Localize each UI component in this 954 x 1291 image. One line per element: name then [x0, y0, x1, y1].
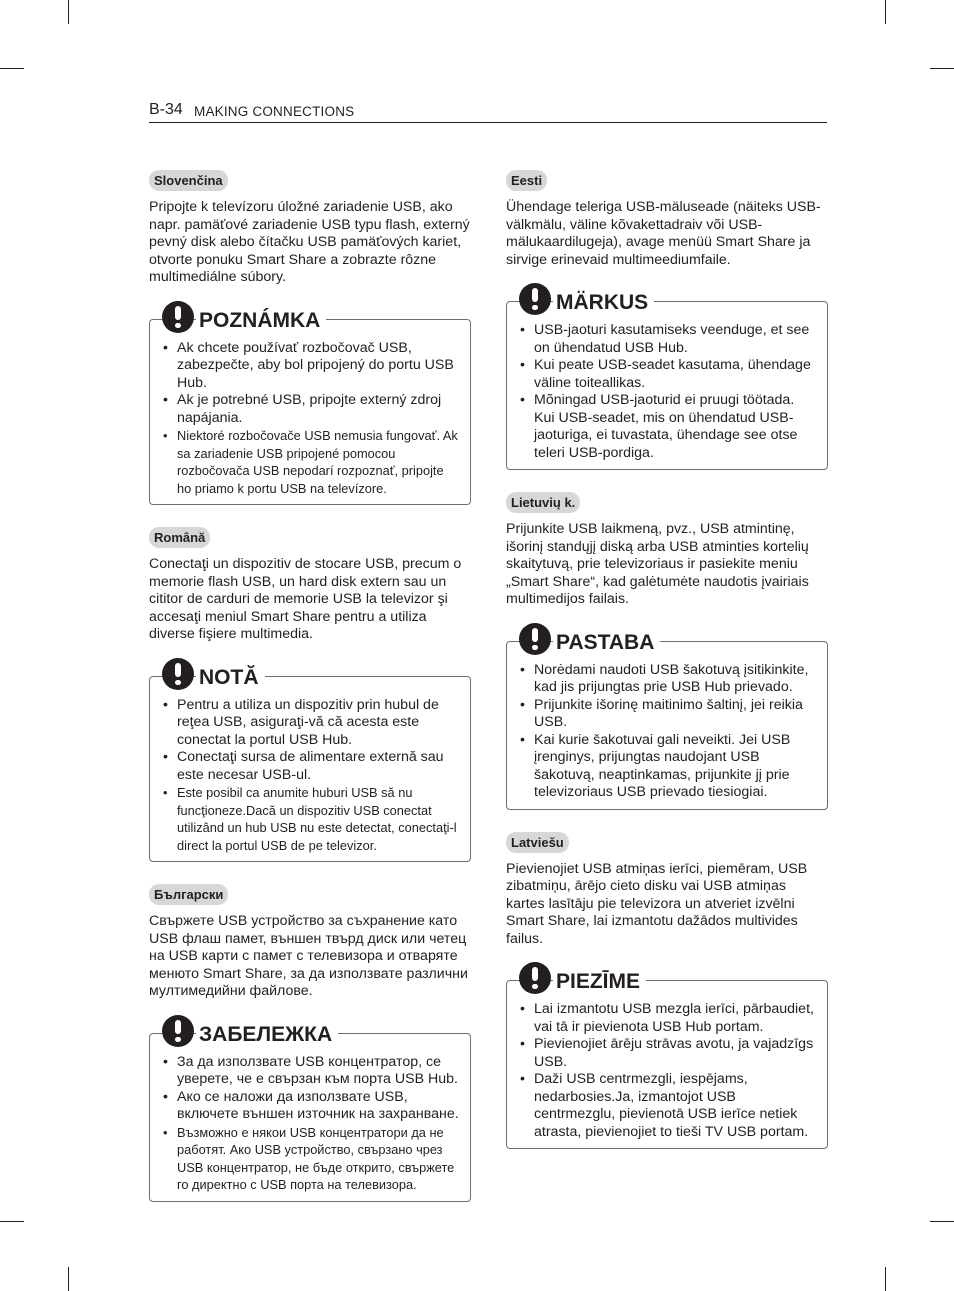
list-item: • Lai izmantotu USB mezgla ierīci, pārbaudiet, vai tā ir pievienota USB Hub portam. — [520, 1001, 817, 1036]
language-section-slovak — [149, 170, 471, 505]
list-item: • Niektoré rozbočovače USB nemusia fungovať. Ak sa zariadenie USB pripojené pomocou rozbočovača USB nepodarí rozpoznať, pripojte ho priamo k portu USB na televízore. — [163, 427, 460, 497]
exclamation-icon — [519, 962, 551, 994]
intro-paragraph: Pievienojiet USB atmiņas ierīci, piemēram, USB zibatmiņu, ārējo cieto disku vai USB atmiņas kartes lasītāju pie televizora un atveriet izvēlni Smart Share, lai izmantotu dažādos multivides failus. — [506, 860, 808, 947]
note-title: ЗАБЕЛЕЖКА — [196, 1023, 338, 1047]
intro-paragraph: Pripojte k televízoru úložné zariadenie USB, ako napr. pamäťové zariadenie USB typu flash, externý pevný disk alebo čítačku USB pamäťových kariet, otvorte ponuku Smart Share a zobrazte rôzne multimediálne súbory. — [149, 199, 470, 285]
crop-mark — [68, 1267, 69, 1291]
crop-mark — [930, 1221, 954, 1222]
list-item: • Pentru a utiliza un dispozitiv prin hubul de reţea USB, asiguraţi-vă că acesta este conectat la portul USB Hub. — [163, 697, 460, 750]
language-section-lithuanian — [506, 492, 828, 810]
exclamation-icon — [162, 301, 194, 333]
language-label: Română — [149, 527, 210, 548]
note-list — [520, 1001, 817, 1141]
language-section-latvian — [506, 832, 828, 1150]
language-label: Български — [149, 884, 228, 905]
language-label: Eesti — [506, 170, 547, 191]
note-box — [149, 1015, 471, 1202]
crop-mark — [68, 0, 69, 24]
list-item: • Prijunkite išorinę maitinimo šaltinį, jei reikia USB. — [520, 697, 817, 732]
note-list — [163, 697, 460, 855]
note-title: MÄRKUS — [553, 291, 654, 315]
note-box — [506, 283, 828, 470]
language-label: Latviešu — [506, 832, 569, 853]
crop-mark — [930, 68, 954, 69]
note-list — [520, 322, 817, 462]
exclamation-icon — [162, 658, 194, 690]
language-section-estonian — [506, 170, 828, 470]
note-list — [163, 1054, 460, 1194]
page-number: B-34 — [149, 101, 183, 118]
intro-paragraph: Ühendage teleriga USB-mäluseade (näiteks USB-välkmälu, väline kõvakettadraiv või USB-mälukaardilugeja), avage menüü Smart Share ja sirvige erinevaid multimeediumfaile. — [506, 199, 821, 268]
intro-paragraph: Свържете USB устройство за съхранение като USB флаш памет, външен твърд диск или четец на USB карти с памет с телевизора и отваряте менюто Smart Share, за да използвате различни мултимедийни файлове. — [149, 913, 468, 999]
note-box — [506, 623, 828, 810]
exclamation-icon — [519, 623, 551, 655]
list-item: • Ако се наложи да използвате USB, включете външен източник на захранване. — [163, 1089, 460, 1124]
language-section-bulgarian — [149, 884, 471, 1202]
exclamation-icon — [162, 1015, 194, 1047]
list-item: • Norėdami naudoti USB šakotuvą įsitikinkite, kad jis prijungtas prie USB Hub prievado. — [520, 662, 817, 697]
language-section-romanian — [149, 527, 471, 862]
intro-paragraph: Prijunkite USB laikmeną, pvz., USB atmintinę, išorinį standųjį diską arba USB atminties kortelių skaitytuvą, prie televizoriaus ir pasiekite meniu „Smart Share“, kad galėtumėte naudotis įvairiais multimedijos failais. — [506, 521, 809, 607]
language-label: Lietuvių k. — [506, 492, 580, 513]
list-item: • Възможно е някои USB концентратори да не работят. Ако USB устройство, свързано чрез USB концентратор, не бъде открито, свържете го директно с USB порта на телевизора. — [163, 1124, 460, 1194]
list-item: • Mõningad USB-jaoturid ei pruugi töötada. Kui USB-seadet, mis on ühendatud USB-jaoturiga, ei tuvastata, ühendage see otse teleri USB-pordiga. — [520, 392, 817, 462]
section-title: MAKING CONNECTIONS — [194, 104, 355, 119]
list-item: • Pievienojiet ārēju strāvas avotu, ja vajadzīgs USB. — [520, 1036, 817, 1071]
intro-paragraph: Conectaţi un dispozitiv de stocare USB, precum o memorie flash USB, un hard disk extern sau un cititor de carduri de memorie USB la televizor şi accesaţi meniul Smart Share pentru a utiliza diverse fişiere multimedia. — [149, 556, 462, 642]
crop-mark — [885, 0, 886, 24]
right-column — [506, 170, 828, 1171]
left-column — [149, 170, 471, 1224]
list-item: • Daži USB centrmezgli, iespējams, nedarbosies.Ja, izmantojot USB centrmezglu, pievienotā USB ierīce netiek atrasta, pievienojiet to tieši TV USB portam. — [520, 1071, 817, 1141]
note-title: NOTĂ — [196, 666, 265, 690]
list-item: • USB-jaoturi kasutamiseks veenduge, et see on ühendatud USB Hub. — [520, 322, 817, 357]
note-title: POZNÁMKA — [196, 309, 326, 333]
list-item: • Kui peate USB-seadet kasutama, ühendage väline toiteallikas. — [520, 357, 817, 392]
list-item: • Ak chcete používať rozbočovač USB, zabezpečte, aby bol pripojený do portu USB Hub. — [163, 340, 460, 393]
crop-mark — [0, 1221, 24, 1222]
note-title: PASTABA — [553, 631, 660, 655]
list-item: • Kai kurie šakotuvai gali neveikti. Jei USB įrenginys, prijungtas naudojant USB šakotuvą, neaptinkamas, prijunkite jį prie televizoriaus USB prievado tiesiogiai. — [520, 732, 817, 802]
language-label: Slovenčina — [149, 170, 228, 191]
list-item: • Conectaţi sursa de alimentare externă sau este necesar USB-ul. — [163, 749, 460, 784]
list-item: • За да използвате USB концентратор, се уверете, че е свързан към порта USB Hub. — [163, 1054, 460, 1089]
note-box — [149, 301, 471, 506]
list-item: • Ak je potrebné USB, pripojte externý zdroj napájania. — [163, 392, 460, 427]
crop-mark — [0, 68, 24, 69]
note-list — [163, 340, 460, 498]
note-title: PIEZĪME — [553, 970, 646, 994]
note-box — [506, 962, 828, 1149]
list-item: • Este posibil ca anumite huburi USB să nu funcţioneze.Dacă un dispozitiv USB conectat utilizând un hub USB nu este detectat, conectaţi-l direct la portul USB de pe televizor. — [163, 784, 460, 854]
note-list — [520, 662, 817, 802]
page-header — [149, 100, 827, 123]
exclamation-icon — [519, 283, 551, 315]
crop-mark — [885, 1267, 886, 1291]
note-box — [149, 658, 471, 863]
